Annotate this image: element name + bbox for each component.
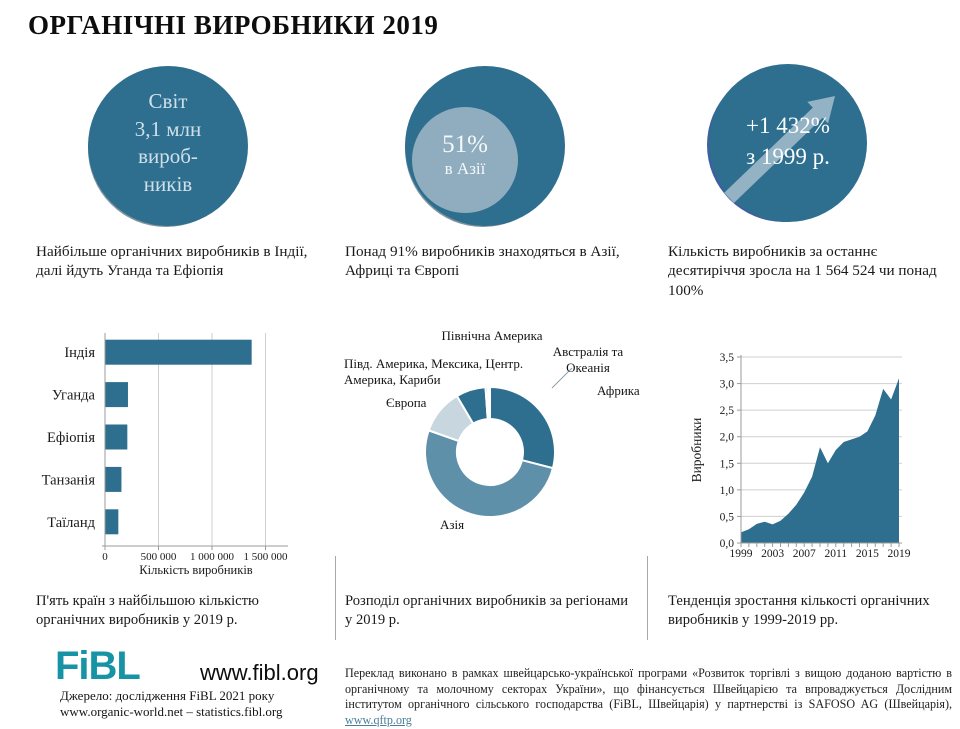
- x-tick-label: 0: [102, 551, 108, 563]
- growth-badge: [709, 64, 867, 222]
- y-tick-label: 0,0: [719, 538, 734, 550]
- bar-category-label: Танзанія: [41, 472, 95, 489]
- fibl-logo: FiBL: [55, 644, 140, 688]
- donut-label-europe: Європа: [386, 395, 427, 410]
- caption-growth: Тенденція зростання кількості органічних виробників у 1999-2019 рр.: [668, 593, 930, 628]
- x-tick-label: 2019: [887, 548, 911, 560]
- bar-category-label: Ефіопія: [47, 430, 95, 446]
- donut-label-asia: Азія: [440, 517, 465, 532]
- area-chart-growth: [675, 335, 925, 570]
- x-tick-label: 1999: [729, 548, 753, 560]
- y-tick-label: 3,5: [719, 352, 734, 364]
- x-tick-label: 2003: [761, 548, 785, 560]
- y-axis-title: Виробники: [689, 417, 704, 483]
- source-note: [60, 688, 330, 721]
- donut-slice-6: [488, 387, 490, 419]
- bar-category-label: Індія: [64, 345, 95, 362]
- fibl-website-text: www.fibl.org: [200, 660, 319, 685]
- growth-badge-text: +1 432% з 1999 р.: [746, 113, 830, 170]
- x-tick-label: 500 000: [140, 551, 177, 563]
- bar-category-label: Уганда: [52, 387, 95, 404]
- donut-label-africa: Африка: [597, 383, 640, 398]
- caption-top5: П'ять країн з найбільшою кількістю органічних виробників у 2019 р.: [36, 593, 259, 628]
- asia-share-badge: [405, 66, 565, 226]
- asia-share-sub: в Азії: [444, 158, 486, 178]
- divider-left: [335, 556, 336, 640]
- description-growth: Кількість виробників за останнє десятиріччя зросла на 1 564 524 чи понад 100%: [668, 243, 937, 299]
- bar-5: [106, 509, 119, 534]
- x-tick-label: 1 000 000: [190, 551, 234, 563]
- x-tick-label: 2015: [855, 548, 879, 560]
- x-axis-title: Кількість виробників: [139, 563, 253, 577]
- page-title: ОРГАНІЧНІ ВИРОБНИКИ 2019: [28, 10, 439, 40]
- source-line-2: www.organic-world.net – statistics.fibl.org: [60, 704, 283, 720]
- donut-label-north-america: Північна Америка: [441, 328, 543, 343]
- x-tick-label: 2007: [792, 548, 816, 560]
- bar-chart-top5-countries: [30, 330, 322, 588]
- y-tick-label: 1,5: [719, 458, 734, 471]
- y-tick-label: 1,0: [719, 484, 734, 497]
- y-tick-label: 2,0: [719, 431, 734, 444]
- donut-label-oceania: Австралія та Океанія: [552, 344, 624, 376]
- caption-regions: Розподіл органічних виробників за регіонами у 2019 р.: [345, 593, 629, 628]
- asia-share-inner-circle: [412, 107, 518, 213]
- bar-category-label: Таїланд: [47, 514, 95, 531]
- bar-4: [106, 467, 122, 492]
- bar-2: [106, 382, 128, 407]
- asia-share-percent: 51%: [442, 131, 488, 158]
- bar-1: [106, 340, 252, 365]
- donut-label-latin-america: Півд. Америка, Мексика, Центр. Америка, Кариби: [344, 356, 524, 388]
- area-series: [741, 378, 899, 543]
- qftp-link[interactable]: www.qftp.org: [345, 713, 412, 728]
- y-tick-label: 3,0: [719, 378, 734, 391]
- translation-note-text: Переклад виконано в рамках швейцарсько-української програми «Розвиток торгівлі з вищою доданою вартістю в органічному та молочному секторах України», що фінансується Швейцарією та впроваджується Дослідним інститутом органічного сільського господарства (FiBL, Швейцарія) у партнерстві із SAFOSO AG (Швейцарія),: [345, 666, 952, 712]
- divider-right: [647, 556, 648, 640]
- donut-slice-1: [490, 387, 555, 468]
- world-total-badge-text: Світ 3,1 млн вироб- ників: [134, 89, 202, 197]
- source-line-1: Джерело: дослідження FiBL 2021 року: [60, 688, 275, 703]
- bar-3: [106, 425, 128, 450]
- y-tick-label: 0,5: [719, 511, 734, 524]
- x-tick-label: 1 500 000: [243, 551, 288, 563]
- y-tick-label: 2,5: [719, 405, 734, 418]
- description-regions: Понад 91% виробників знаходяться в Азії, Африці та Європі: [345, 243, 620, 280]
- x-tick-label: 2011: [824, 548, 848, 560]
- description-top5: Найбільше органічних виробників в Індії, далі йдуть Уганда та Ефіопія: [36, 243, 308, 280]
- translation-note: [345, 666, 952, 729]
- world-total-badge: [88, 66, 248, 226]
